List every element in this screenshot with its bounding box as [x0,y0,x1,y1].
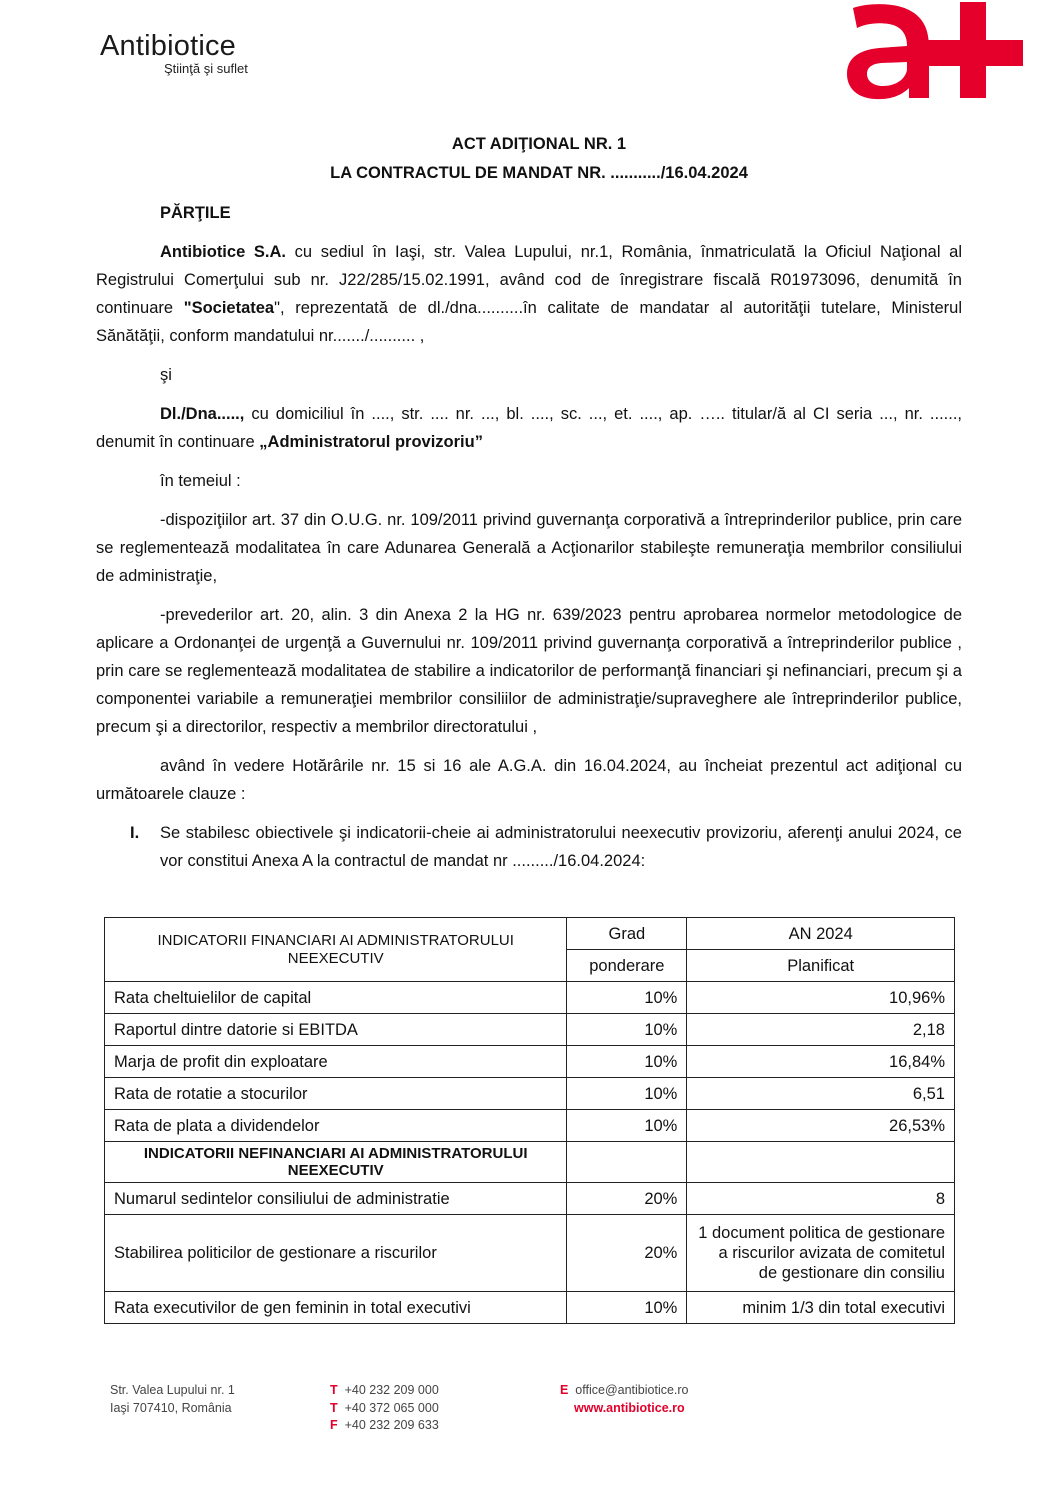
party-1-paragraph: Antibiotice S.A. cu sediul în Iaşi, str. Valea Lupului, nr.1, România, înmatriculată la Oficiul Naţional al Registrului Comerţului sub nr. J22/285/15.02.1991, având cod de înregistrare fiscală R01973096, denumită în continuare "Societatea", reprezentată de dl./dna..........în calitate de mandatar al autorităţii tutelare, Ministerul Sănătăţii, conform mandatului nr......./.......... , [96,243,962,345]
table-row [105,1215,955,1292]
an-header: AN 2024 [687,918,955,950]
indicator-name-cell: Rata de rotatie a stocurilor [105,1078,567,1110]
indicator-name-cell: Rata cheltuielilor de capital [105,982,567,1014]
address-line-1: Str. Valea Lupului nr. 1 [110,1383,235,1397]
fax: +40 232 209 633 [344,1418,439,1432]
phone-2: +40 372 065 000 [344,1400,439,1415]
indicator-name-cell: Marja de profit din exploatare [105,1046,567,1078]
email-link[interactable]: office@antibiotice.ro [575,1383,689,1397]
weight-cell: 10% [567,1292,687,1324]
footer-contact: E office@antibiotice.ro www.antibiotice.ro [560,1383,689,1415]
weight-cell: 10% [567,1014,687,1046]
table-row [105,1078,955,1110]
weight-cell: 10% [567,1078,687,1110]
phone-1: +40 232 209 000 [344,1383,439,1397]
table-row [105,1046,955,1078]
address-line-2: Iaşi 707410, România [110,1400,232,1415]
company-logo [100,30,248,76]
planned-value-cell: 26,53% [687,1110,955,1142]
clause-number: I. [130,824,140,842]
nonfinancial-header-row [105,1142,955,1183]
weight-cell: 10% [567,982,687,1014]
empty-weight-cell [567,1142,687,1183]
weight-cell: 20% [567,1215,687,1292]
nonfinancial-indicators-header: INDICATORII NEFINANCIARI AI ADMINISTRATORULUI NEEXECUTIV [105,1142,567,1183]
financial-indicators-header: INDICATORII FINANCIARI AI ADMINISTRATORULUI NEEXECUTIV [105,918,567,982]
legal-basis-label: în temeiul : [160,472,241,490]
table-row [105,1183,955,1215]
table-row [105,1014,955,1046]
indicator-name-cell: Numarul sedintelor consiliului de administratie [105,1183,567,1215]
table-row [105,982,955,1014]
planned-value-cell: 10,96% [687,982,955,1014]
planned-value-cell: 16,84% [687,1046,955,1078]
footer-address [110,1382,235,1417]
logo-name: Antibiotice [100,30,236,62]
table-row [105,1110,955,1142]
party-2-paragraph: Dl./Dna....., cu domiciliul în ...., str. .... nr. ..., bl. ...., sc. ..., et. ...., ap. ….. titular/ă al CI seria ..., nr. ......, denumit în continuare „Administratorul provizoriu” [96,405,962,451]
planned-value-cell: 1 document politica de gestionare a riscurilor avizata de comitetul de gestionare din consiliu [687,1215,955,1292]
document-body [96,130,962,875]
planned-value-cell: 6,51 [687,1078,955,1110]
legal-basis-item-2: -prevederilor art. 20, alin. 3 din Anexa 2 la HG nr. 639/2023 pentru aprobarea normelor metodologice de aplicare a Ordonanţei de urgenţă a Guvernului nr. 109/2011 privind guvernanţa corporativă a întreprinderilor publice , prin care se reglementează modalitatea de stabilire a indicatorilor de performanţă financiari şi nefinanciari, precum şi a componentei variabile a remuneraţiei membrilor consiliilor de administraţie/supraveghere ale întreprinderilor publice, precum şi a directorilor, respectiv a membrilor directoratului , [96,606,962,736]
empty-value-cell [687,1142,955,1183]
and-connector: şi [160,366,172,384]
clause-text: Se stabilesc obiectivele şi indicatorii-cheie ai administratorului neexecutiv provizoriu, aferenţi anului 2024, ce vor constitui Anexa A la contractul de mandat nr ........./16.04.2024: [160,824,962,870]
planned-value-cell: 8 [687,1183,955,1215]
agreement-paragraph: având în vedere Hotărârile nr. 15 si 16 ale A.G.A. din 16.04.2024, au încheiat prezentul act adiţional cu următoarele clauze : [96,757,962,803]
planned-value-cell: minim 1/3 din total executivi [687,1292,955,1324]
a-plus-logo-icon [845,0,1025,100]
website-link[interactable]: www.antibiotice.ro [574,1400,685,1415]
parties-heading: PĂRŢILE [160,204,231,222]
clause-1 [130,819,962,875]
indicator-name-cell: Rata executivilor de gen feminin in total executivi [105,1292,567,1324]
indicator-name-cell: Stabilirea politicilor de gestionare a riscurilor [105,1215,567,1292]
table-header-row [105,918,955,950]
weight-cell: 20% [567,1183,687,1215]
logo-tagline: Ştiinţă şi suflet [164,61,248,76]
indicator-name-cell: Raportul dintre datorie si EBITDA [105,1014,567,1046]
indicators-table [104,917,955,1324]
grad-header: Grad [567,918,687,950]
planificat-header: Planificat [687,950,955,982]
legal-basis-item-1: -dispoziţiilor art. 37 din O.U.G. nr. 109/2011 privind guvernanţa corporativă a întreprinderilor publice, prin care se reglementează modalitatea în care Adunarea Generală a Acţionarilor stabileşte remuneraţia membrilor consiliului de administraţie, [96,511,962,585]
document-title: ACT ADIŢIONAL NR. 1 [451,135,627,153]
planned-value-cell: 2,18 [687,1014,955,1046]
weight-cell: 10% [567,1110,687,1142]
ponderare-header: ponderare [567,950,687,982]
document-subtitle: LA CONTRACTUL DE MANDAT NR. .........../16.04.2024 [330,164,748,182]
indicator-name-cell: Rata de plata a dividendelor [105,1110,567,1142]
table-row [105,1292,955,1324]
weight-cell: 10% [567,1046,687,1078]
footer-phones: T +40 232 209 000 T +40 372 065 000 F +40 232 209 633 [330,1383,439,1432]
